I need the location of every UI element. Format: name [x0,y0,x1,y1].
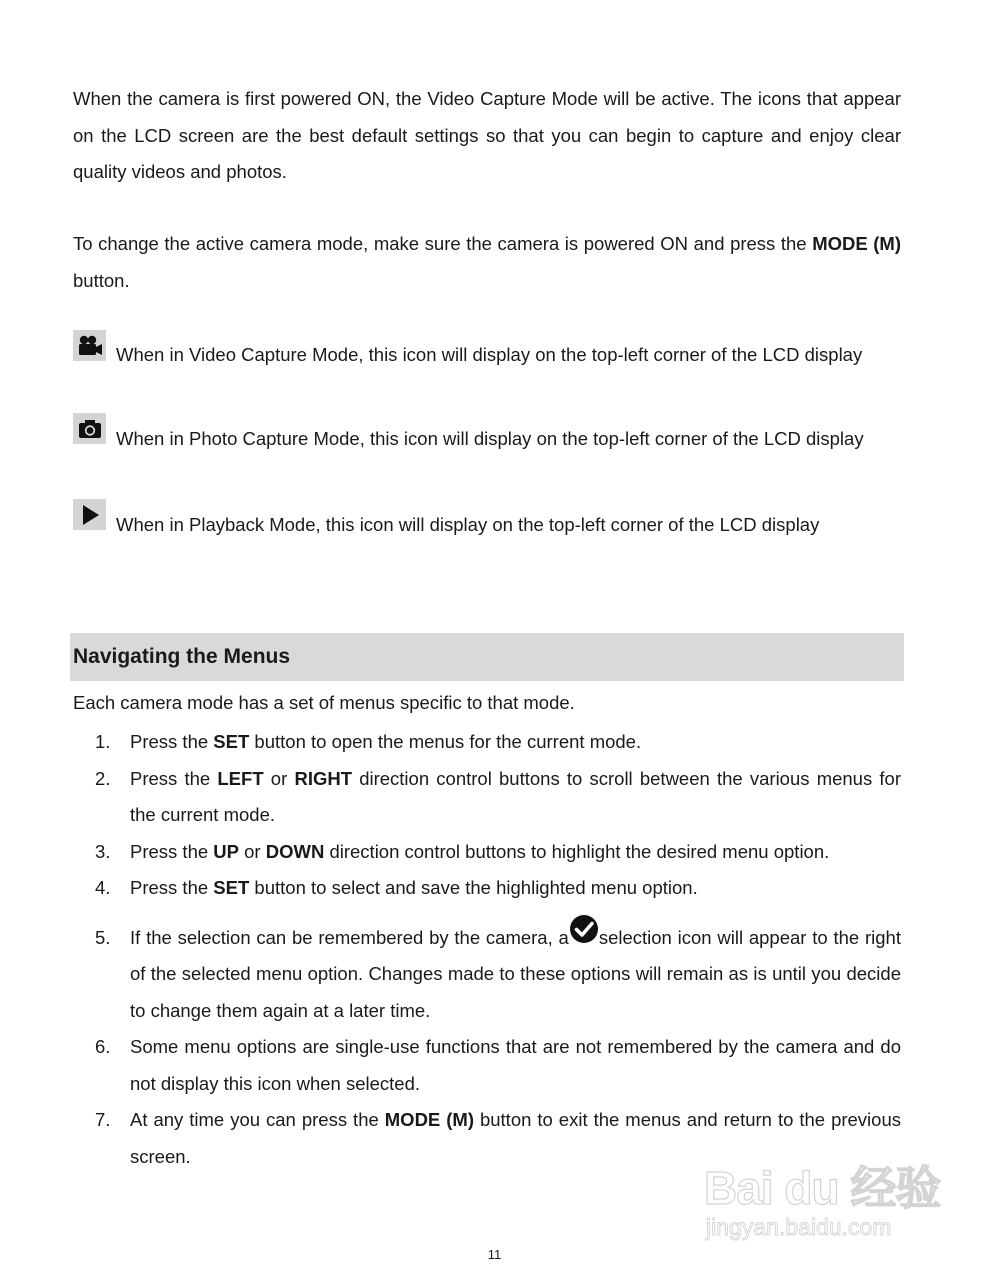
step-text: selection icon will appear to the right of the selected menu option. Changes made to these options will remain as is until you decide to change them again at a later time. [130,926,901,1021]
list-item [73,1029,901,1102]
mode-row-photo [73,413,933,447]
watermark-main: Bai du 经验 [704,1162,941,1214]
step-number: 2. [95,767,111,789]
step-text: or [263,767,295,789]
list-item [73,870,901,907]
step-number: 4. [95,877,111,898]
set-button-label: SET [213,731,250,752]
video-camera-icon [73,330,106,361]
section-header [70,633,904,681]
set-button-label: SET [213,877,250,898]
mode-text-video: When in Video Capture Mode, this icon will display on the top-left corner of the LCD display [116,344,863,365]
step-text: button to select and save the highlighted menu option. [249,877,698,898]
step-text: If the selection can be remembered by the camera, a [130,926,569,948]
step-text: or [239,840,266,862]
steps-list [73,724,901,1175]
mode-text-playback: When in Playback Mode, this icon will display on the top-left corner of the LCD display [116,514,820,535]
mode-text-photo: When in Photo Capture Mode, this icon will display on the top-left corner of the LCD display [116,428,864,449]
change-mode-paragraph [73,226,901,299]
step-text: Press the [130,767,218,789]
step-text: direction control buttons to highlight the desired menu option. [324,840,830,862]
step-number: 3. [95,840,111,862]
camera-icon [73,413,106,444]
list-item [73,834,901,871]
mode-row-playback [73,499,933,533]
section-title: Navigating the Menus [73,645,291,668]
step-number: 6. [95,1036,111,1057]
down-button-label: DOWN [265,840,325,862]
change-mode-suffix: button. [73,269,130,291]
step-number: 1. [95,731,111,752]
step-text: Press the [130,731,214,752]
right-button-label: RIGHT [294,767,353,789]
watermark-sub: jingyan.baidu.com [706,1214,892,1240]
mode-row-video [73,330,933,364]
play-icon [73,499,106,530]
step-text: Press the [130,840,214,862]
baidu-watermark [700,1148,940,1248]
change-mode-prefix: To change the active camera mode, make sure the camera is powered ON and press the [73,233,813,254]
step-number: 7. [95,1109,111,1130]
section-intro: Each camera mode has a set of menus specific to that mode. [73,692,575,713]
list-item [73,761,901,834]
check-circle-icon [569,914,599,944]
page-number: 11 [487,1247,502,1262]
left-button-label: LEFT [217,767,264,789]
step-text: At any time you can press the [130,1109,385,1130]
step-number: 5. [95,926,111,948]
list-item [73,920,901,1030]
list-item [73,724,901,761]
mode-button-label: MODE (M) [384,1109,474,1130]
step-text: button to exit the menus and return to the previous screen. [130,1109,901,1167]
step-text: Press the [130,877,214,898]
up-button-label: UP [213,840,239,862]
step-text: direction control buttons to scroll between the various menus for the current mode. [130,767,901,825]
step-text: Some menu options are single-use functions that are not remembered by the camera and do not display this icon when selected. [130,1036,901,1094]
intro-paragraph: When the camera is first powered ON, the Video Capture Mode will be active. The icons that appear on the LCD screen are the best default settings so that you can begin to capture and enjoy clear quality videos and photos. [73,88,901,182]
step-text: button to open the menus for the current mode. [249,731,642,752]
mode-button-label: MODE (M) [812,233,901,254]
